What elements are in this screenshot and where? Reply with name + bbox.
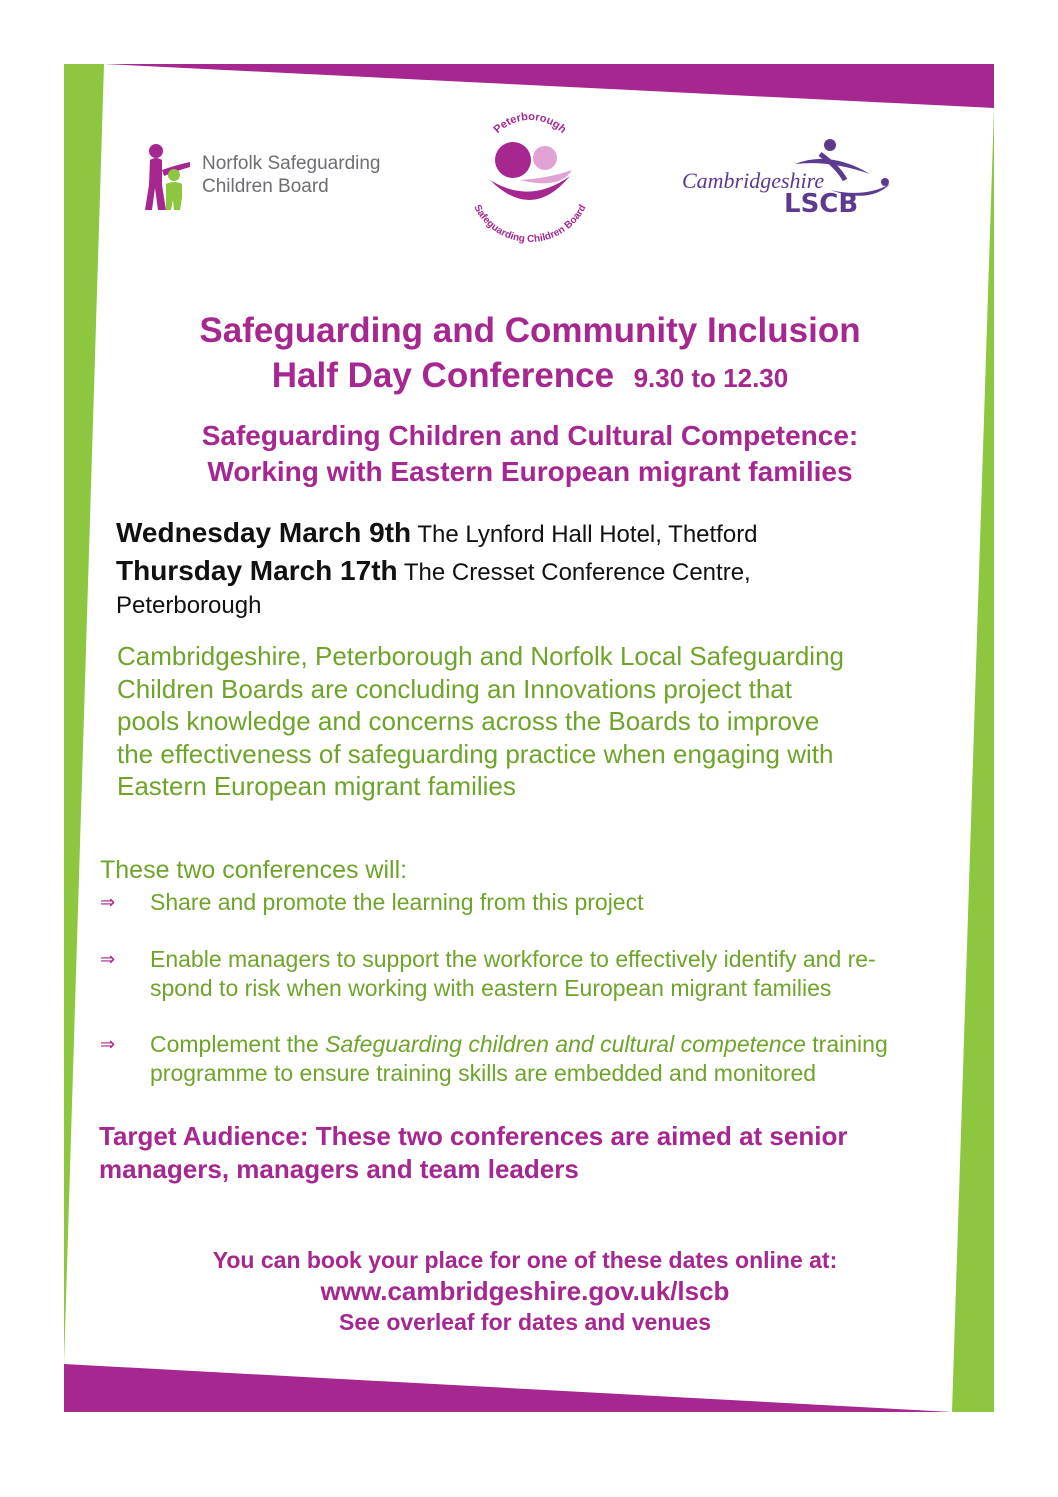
intro-line: pools knowledge and concerns across the Boards to improve [117, 706, 820, 736]
svg-text:Safeguarding Children Board [471, 203, 588, 245]
norfolk-figures-icon [142, 140, 197, 215]
svg-text:Peterborough [492, 111, 569, 136]
goal-text: programme to ensure training skills are embedded and monitored [150, 1060, 817, 1086]
event-venue-continued: Peterborough [116, 592, 262, 619]
booking-info [100, 1245, 950, 1337]
intro-line: Children Boards are concluding an Innovations project that [117, 673, 792, 704]
norfolk-logo-line1: Norfolk Safeguarding [202, 153, 381, 174]
intro-paragraph [117, 640, 937, 803]
conference-title [100, 308, 960, 401]
event-row [116, 515, 936, 553]
event-venue: The Lynford Hall Hotel, Thetford [417, 521, 758, 548]
cambridgeshire-logo-word: Cambridgeshire [682, 168, 825, 193]
title-line2 [100, 353, 960, 401]
norfolk-safeguarding-logo [142, 140, 392, 215]
right-green-band [952, 108, 994, 1412]
intro-line: the effectiveness of safeguarding practice when engaging with [117, 738, 834, 769]
peterborough-safeguarding-logo [460, 110, 600, 250]
goal-text: spond to risk when working with eastern European migrant families [150, 975, 832, 1001]
overleaf-note: See overleaf for dates and venues [339, 1309, 711, 1335]
peterborough-figure-large [495, 142, 531, 178]
event-date: Thursday March 17th [116, 555, 398, 586]
goal-text-pre: Complement the [150, 1031, 326, 1057]
audience-line: Target Audience: These two conferences are aimed at senior [99, 1121, 848, 1151]
intro-line: Cambridgeshire, Peterborough and Norfolk Local Safeguarding [117, 641, 844, 671]
subtitle-line1: Safeguarding Children and Cultural Competence: [201, 420, 859, 451]
event-date: Wednesday March 9th [116, 517, 412, 548]
goal-text [150, 1030, 960, 1059]
booking-instruction: You can book your place for one of these dates online at: [212, 1247, 838, 1273]
event-row [116, 553, 936, 591]
left-green-band [64, 64, 104, 1364]
arrow-bullet-icon: ⇒ [100, 1034, 116, 1054]
conference-time: 9.30 to 12.30 [633, 363, 789, 393]
cambridgeshire-lscb-logo [680, 132, 900, 232]
title-line2-text: Half Day Conference [271, 356, 615, 395]
subtitle-line2: Working with Eastern European migrant families [207, 456, 853, 487]
training-name: Safeguarding children and cultural competence [325, 1031, 806, 1057]
top-purple-band [104, 64, 994, 108]
goals-lead: These two conferences will: [100, 856, 408, 884]
bottom-purple-band [64, 1364, 952, 1412]
booking-url-link[interactable]: www.cambridgeshire.gov.uk/lscb [320, 1276, 730, 1306]
peterborough-logo-top-text: Peterborough [491, 110, 569, 136]
peterborough-figure-small [533, 146, 557, 170]
conference-subtitle [100, 418, 960, 490]
peterborough-logo-bottom-text: Safeguarding Children Board [471, 202, 589, 246]
arrow-bullet-icon: ⇒ [100, 949, 116, 969]
intro-line: Eastern European migrant families [117, 771, 516, 801]
audience-line: managers, managers and team leaders [99, 1154, 579, 1184]
event-venue: The Cresset Conference Centre, [403, 559, 751, 586]
arrow-bullet-icon: ⇒ [100, 892, 116, 912]
cambridgeshire-logo-acronym: LSCB [784, 189, 859, 219]
goal-text-post: training [805, 1031, 888, 1057]
target-audience [99, 1120, 959, 1186]
goal-text: Enable managers to support the workforce to effectively identify and re- [150, 946, 876, 972]
title-line1: Safeguarding and Community Inclusion [199, 311, 861, 350]
goal-text: Share and promote the learning from this project [150, 889, 644, 915]
norfolk-logo-line2: Children Board [202, 176, 329, 197]
event-dates [116, 515, 936, 621]
